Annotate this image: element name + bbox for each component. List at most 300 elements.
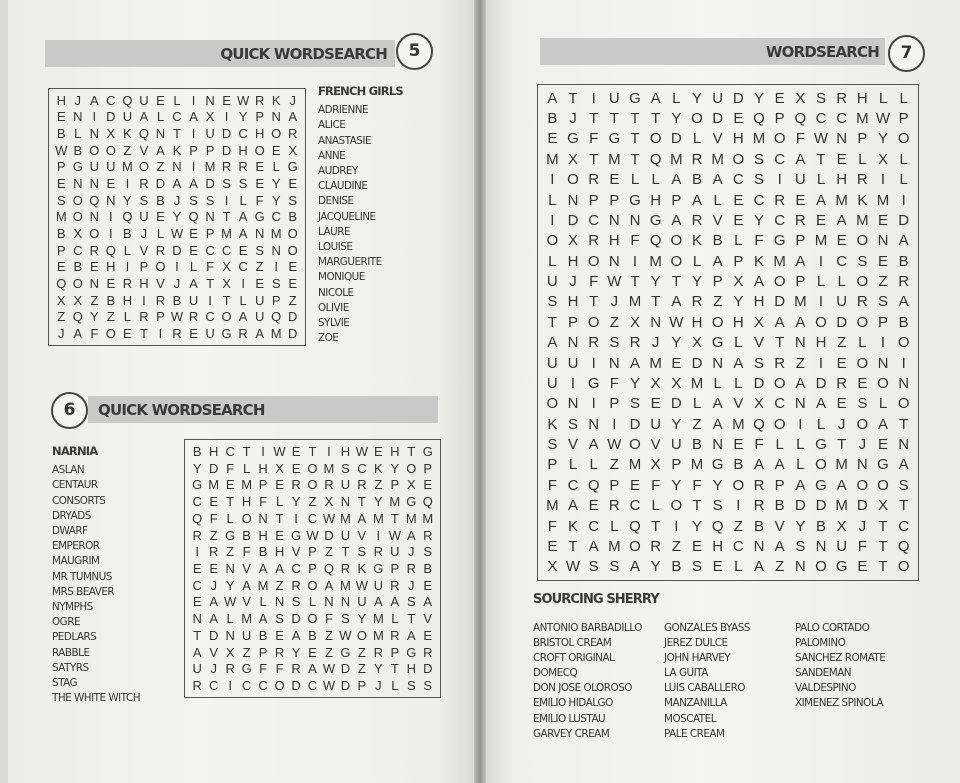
grid-letter: Z [837,334,847,352]
grid-letter: N [73,109,83,125]
grid-letter: O [406,460,417,476]
grid-letter: F [651,476,661,494]
grid-letter: L [796,456,805,474]
grid-letter: Z [288,292,297,308]
grid-letter: N [712,354,724,372]
word-list-item: CROFT ORIGINAL [533,652,615,665]
grid-letter: D [691,354,703,372]
grid-letter: S [205,192,215,208]
grid-letter: W [322,678,336,694]
grid-letter: D [670,130,682,148]
grid-letter: Z [123,142,132,158]
grid-letter: P [308,544,317,560]
grid-letter: G [340,644,351,660]
grid-letter: A [275,560,284,576]
grid-letter: G [877,456,889,474]
grid-letter: Q [192,510,203,526]
grid-letter: R [188,309,199,325]
grid-letter: U [794,171,806,189]
grid-letter: T [341,544,350,560]
grid-letter: J [858,436,867,454]
grid-letter: V [423,611,433,627]
grid-letter: S [271,276,281,292]
grid-letter: S [222,176,231,192]
grid-letter: N [567,334,579,352]
grid-letter: B [712,232,723,250]
grid-letter: Y [671,415,682,433]
grid-letter: A [288,109,298,125]
grid-letter: O [89,142,100,158]
grid-letter: E [209,560,219,576]
grid-letter: N [89,209,100,225]
grid-letter: M [773,252,786,270]
grid-letter: P [56,159,66,175]
grid-letter: L [734,558,743,576]
grid-letter: I [228,678,232,694]
grid-letter: M [389,494,401,510]
word-list-item: EMILIO LUSTAU [533,712,606,725]
grid-letter: L [734,334,743,352]
grid-letter: F [242,544,251,560]
grid-letter: Y [357,611,367,627]
grid-letter: S [753,354,764,372]
word-list-item: SYLVIE [318,317,350,330]
grid-letter: B [774,497,785,515]
grid-letter: L [858,334,867,352]
grid-letter: K [123,126,132,142]
grid-letter: M [55,209,67,225]
grid-letter: H [238,142,248,158]
grid-letter: P [774,110,785,128]
grid-letter: L [243,460,251,476]
grid-letter: P [56,242,66,258]
grid-letter: J [140,226,148,242]
grid-letter: D [567,211,579,229]
grid-letter: N [650,313,662,331]
grid-letter: R [629,334,641,352]
grid-letter: W [388,527,401,543]
grid-letter: I [880,171,886,189]
grid-letter: J [58,326,65,342]
grid-letter: G [711,456,724,474]
grid-letter: W [355,577,369,593]
grid-letter: G [406,494,417,510]
grid-letter: U [608,89,620,107]
grid-letter: R [139,176,149,192]
grid-letter: L [816,415,826,433]
grid-letter: E [56,109,66,125]
grid-letter: M [372,627,384,643]
grid-letter: M [204,159,216,175]
grid-letter: E [288,276,298,292]
grid-letter: S [255,242,264,258]
grid-letter: S [275,611,284,627]
grid-letter: I [191,159,196,175]
grid-letter: G [649,211,662,229]
grid-letter: H [241,494,252,510]
grid-letter: X [324,494,334,510]
grid-letter: T [390,510,399,526]
grid-letter: W [170,309,184,325]
grid-letter: X [73,226,83,242]
grid-letter: M [690,456,704,474]
grid-letter: H [815,334,827,352]
grid-letter: M [241,611,253,627]
grid-letter: P [609,476,620,494]
grid-letter: N [225,627,235,643]
grid-letter: B [73,259,83,275]
grid-letter: P [390,477,400,493]
grid-letter: P [271,292,281,308]
grid-letter: M [814,232,828,250]
grid-letter: T [407,443,416,459]
grid-letter: L [692,130,702,148]
grid-letter: E [671,354,682,372]
grid-letter: Y [691,89,702,107]
grid-letter: Q [138,126,149,142]
grid-letter: P [205,226,215,242]
grid-letter: A [712,171,723,189]
grid-letter: L [226,510,234,526]
grid-letter: A [406,627,416,643]
grid-letter: E [106,176,116,192]
grid-letter: Y [123,192,132,208]
grid-letter: F [754,436,764,454]
grid-letter: N [588,415,600,433]
word-list-item: DWARF [52,525,88,538]
grid-letter: H [390,443,400,459]
grid-letter: H [258,460,268,476]
grid-letter: Q [105,242,116,258]
grid-letter: O [877,476,889,494]
grid-letter: W [339,627,352,643]
grid-letter: T [899,497,909,515]
grid-letter: M [649,252,662,270]
grid-letter: E [795,191,806,209]
grid-letter: F [754,232,764,250]
grid-letter: O [72,209,83,225]
grid-letter: R [238,326,248,342]
grid-letter: C [205,309,215,325]
grid-letter: N [794,334,806,352]
grid-letter: I [550,171,555,189]
grid-letter: V [650,436,661,454]
grid-letter: Q [629,517,641,535]
grid-letter: R [221,159,232,175]
grid-letter: S [588,558,599,576]
grid-letter: O [856,354,869,372]
grid-letter: A [73,326,83,342]
grid-letter: Z [671,537,681,555]
grid-letter: A [588,537,599,555]
grid-letter: B [815,517,826,535]
grid-letter: Q [794,110,807,128]
grid-letter: Y [390,460,400,476]
grid-letter: P [258,644,268,660]
grid-letter: O [773,273,786,291]
grid-letter: R [691,211,703,229]
grid-letter: O [221,309,232,325]
grid-letter: O [732,150,745,168]
grid-letter: S [815,89,826,107]
grid-letter: Z [106,309,115,325]
grid-letter: J [837,415,846,433]
grid-letter: S [406,678,416,694]
grid-letter: S [857,252,868,270]
grid-letter: I [158,326,163,342]
grid-letter: I [208,292,212,308]
grid-letter: Q [649,232,662,250]
grid-letter: D [815,374,827,392]
grid-letter: E [255,176,264,192]
grid-letter: G [587,374,600,392]
grid-letter: Z [324,644,333,660]
puzzle6-number: 6 [51,392,88,429]
grid-letter: F [692,476,702,494]
word-list-item: ANNE [318,149,346,162]
grid-letter: L [734,374,743,392]
grid-letter: W [355,443,369,459]
grid-letter: V [291,544,301,560]
grid-letter: I [550,211,555,229]
grid-letter: D [732,89,744,107]
grid-letter: T [630,150,640,168]
grid-letter: A [139,109,149,125]
grid-letter: A [374,594,383,610]
grid-letter: U [650,415,662,433]
grid-letter: R [172,326,182,342]
grid-letter: X [106,126,116,142]
grid-letter: P [390,644,400,660]
grid-letter: T [878,558,888,576]
grid-letter: I [798,415,803,433]
grid-letter: Z [374,477,383,493]
grid-letter: Z [209,527,218,543]
grid-letter: L [239,292,247,308]
grid-letter: L [156,226,165,242]
grid-letter: L [391,678,399,694]
word-list-item: DENISE [318,195,354,208]
grid-letter: S [609,334,620,352]
grid-letter: F [255,192,264,208]
grid-letter: I [125,176,130,192]
grid-letter: D [836,313,848,331]
grid-letter: D [291,678,301,694]
grid-letter: H [753,293,765,311]
grid-letter: P [547,456,558,474]
grid-letter: F [209,510,218,526]
puzzle6-title: QUICK WORDSEARCH [98,401,265,419]
grid-letter: T [899,415,909,433]
grid-letter: E [733,191,744,209]
grid-letter: R [225,661,235,677]
grid-letter: S [547,293,558,311]
grid-letter: M [711,150,724,168]
grid-letter: R [238,159,248,175]
grid-letter: N [340,594,351,610]
grid-letter: X [671,374,682,392]
grid-letter: A [255,326,264,342]
grid-letter: M [835,456,848,474]
grid-letter: P [156,309,165,325]
grid-letter: K [357,560,367,576]
grid-letter: O [546,232,559,250]
word-list-item: ASLAN [52,464,85,477]
grid-letter: D [205,176,215,192]
grid-letter: P [588,191,599,209]
grid-letter: P [390,560,400,576]
grid-letter: H [106,259,116,275]
grid-letter: L [713,191,722,209]
grid-letter: A [357,510,367,526]
grid-letter: R [155,292,166,308]
grid-letter: A [898,232,909,250]
grid-letter: O [105,142,116,158]
grid-letter: B [73,142,83,158]
grid-letter: R [753,497,765,515]
grid-letter: B [547,110,558,128]
word-list-item: PALOMINO [795,637,846,650]
grid-letter: Y [671,476,682,494]
grid-letter: C [588,517,600,535]
grid-letter: E [308,644,317,660]
grid-letter: Z [324,544,333,560]
grid-letter: H [139,276,149,292]
grid-letter: I [195,544,200,560]
grid-letter: E [275,527,284,543]
grid-letter: H [691,313,703,331]
grid-letter: V [567,436,578,454]
grid-letter: Y [712,476,723,494]
grid-letter: B [288,209,298,225]
grid-letter: O [856,415,869,433]
grid-letter: I [125,259,130,275]
grid-letter: P [733,252,744,270]
grid-letter: U [340,477,351,493]
word-list-item: LA GUITA [664,667,708,680]
grid-letter: X [547,558,558,576]
grid-letter: L [391,611,399,627]
grid-letter: K [547,415,558,433]
grid-letter: O [629,436,641,454]
grid-letter: E [691,537,702,555]
grid-letter: C [258,678,268,694]
grid-letter: C [774,395,786,413]
grid-letter: O [287,242,298,258]
grid-letter: C [291,560,301,576]
grid-letter: R [192,678,202,694]
grid-letter: Y [271,192,281,208]
grid-letter: B [172,292,182,308]
grid-letter: O [241,510,252,526]
grid-letter: C [898,517,910,535]
word-list-item: DOMECQ [533,667,578,680]
grid-letter: P [567,313,578,331]
grid-letter: D [670,395,682,413]
grid-letter: A [390,594,400,610]
grid-letter: E [288,259,298,275]
grid-letter: O [138,159,149,175]
grid-letter: T [275,510,284,526]
grid-letter: D [221,126,232,142]
grid-letter: J [210,577,217,593]
puzzle5-word-list-title: FRENCH GIRLS [318,84,403,98]
grid-letter: E [423,577,433,593]
grid-letter: A [650,89,661,107]
grid-letter: H [406,661,416,677]
grid-letter: S [238,176,248,192]
grid-letter: C [271,209,281,225]
grid-letter: O [587,252,600,270]
grid-letter: T [589,293,599,311]
grid-letter: C [172,109,182,125]
grid-letter: C [774,211,786,229]
grid-letter: E [271,142,281,158]
grid-letter: E [123,326,132,342]
grid-letter: T [390,661,399,677]
grid-letter: Y [691,517,702,535]
grid-letter: R [691,293,703,311]
grid-letter: N [794,558,806,576]
grid-letter: Y [271,176,281,192]
grid-letter: N [225,560,235,576]
grid-letter: G [373,560,384,576]
grid-letter: R [390,577,400,593]
grid-letter: R [588,171,600,189]
grid-letter: C [225,443,235,459]
grid-letter: E [238,242,248,258]
grid-letter: L [899,89,908,107]
word-list-item: EMILIO HIDALGO [533,697,613,710]
grid-letter: E [877,436,888,454]
grid-letter: U [254,309,265,325]
grid-letter: I [777,171,782,189]
grid-letter: H [274,544,285,560]
grid-letter: T [775,334,785,352]
grid-letter: B [691,436,702,454]
grid-letter: X [836,517,847,535]
grid-letter: A [712,252,723,270]
grid-letter: O [773,415,786,433]
grid-letter: U [254,292,265,308]
grid-letter: F [226,460,235,476]
grid-letter: O [254,142,265,158]
grid-letter: E [291,443,301,459]
word-list-item: ZOE [318,332,339,345]
grid-letter: T [651,517,661,535]
grid-letter: R [192,527,202,543]
grid-letter: M [856,110,869,128]
grid-letter: E [192,594,202,610]
grid-letter: A [406,527,416,543]
grid-letter: G [711,334,724,352]
grid-letter: V [357,527,367,543]
grid-letter: W [607,436,622,454]
grid-letter: X [795,89,806,107]
grid-letter: I [261,443,265,459]
grid-letter: C [106,92,116,108]
grid-letter: M [340,510,351,526]
grid-letter: X [691,334,702,352]
grid-letter: L [275,494,284,510]
grid-letter: Y [877,130,888,148]
grid-letter: W [322,510,336,526]
grid-letter: V [774,517,785,535]
grid-letter: N [258,510,268,526]
grid-letter: T [651,110,661,128]
grid-letter: R [898,273,910,291]
grid-letter: U [546,374,558,392]
